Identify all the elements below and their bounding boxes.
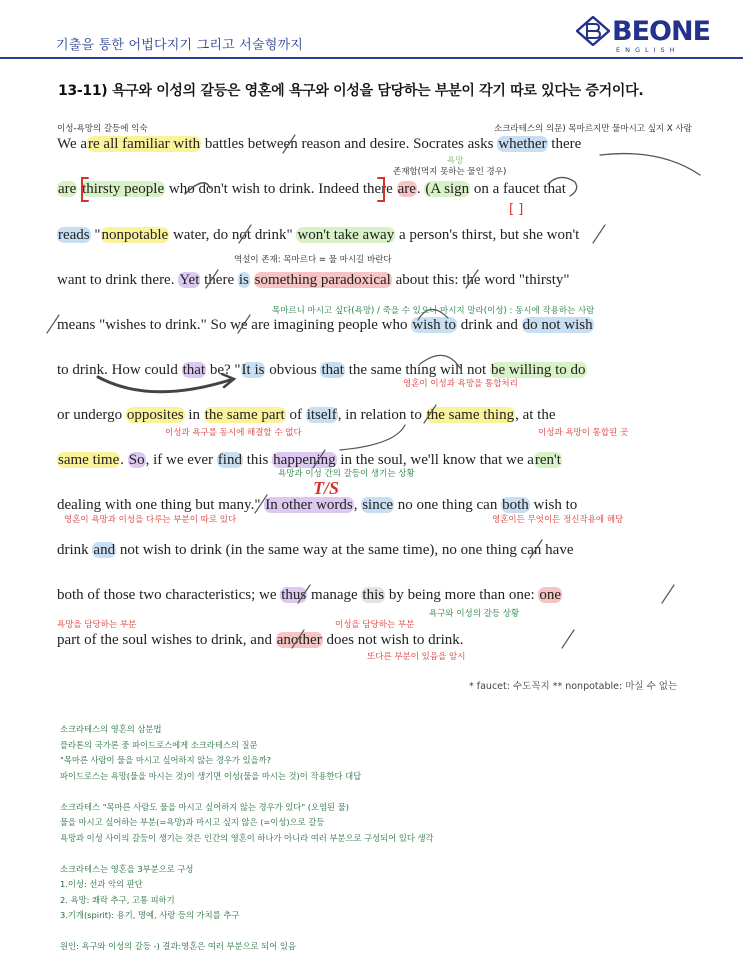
passage-line-1: We are all familiar with battles between reason and desire. Socrates asks whether there: [57, 136, 582, 152]
note-line: 1.이성: 선과 악의 판단: [60, 879, 143, 889]
highlight: So: [128, 452, 145, 468]
annotation: 소크라테스의 의문) 목마르지만 물마시고 싶지 X 사람: [494, 124, 692, 134]
annotation: 목마르니 마시고 싶다(욕망) / 죽을 수 있으니 마시지 말라(이성) : 동시에 작용하는 사람: [272, 306, 595, 316]
passage-line-4: want to drink there. Yet there is something paradoxical about this: the word "thirsty": [57, 272, 570, 288]
highlight: same time: [58, 452, 120, 468]
footnote: * faucet: 수도꼭지 ** nonpotable: 마실 수 없는: [469, 681, 678, 692]
note-line: 소크라테스의 영혼의 삼분법: [60, 724, 162, 734]
highlight: are: [397, 181, 416, 197]
highlight: whether: [498, 136, 547, 152]
passage-line-11: both of those two characteristics; we thus manage this by being more than one: one: [57, 587, 562, 603]
annotation: 이성-욕망의 갈등에 익숙: [57, 124, 148, 134]
annotation: T/S: [313, 478, 340, 498]
brand-name: BEONE: [612, 16, 711, 47]
note-line: "목마른 사람이 물을 마시고 싶어하지 않는 경우가 있을까?: [60, 755, 272, 765]
passage-line-3: reads "nonpotable water, do not drink" won't take away a person's thirst, but she won't: [58, 227, 580, 243]
highlight: is: [238, 272, 249, 288]
annotation: 욕망을 담당하는 부분: [57, 620, 137, 630]
highlight: opposites: [126, 407, 184, 423]
passage-line-8: same time. So, if we ever find this happening in the soul, we'll know that we aren't: [58, 452, 561, 468]
passage-line-5: means "wishes to drink." So we are imagining people who wish to drink and do not wish: [57, 317, 593, 333]
highlight: are: [58, 181, 77, 197]
summary-notes: [60, 722, 434, 955]
note-line: 욕망과 이성 사이의 갈등이 생기는 것은 인간의 영혼이 하나가 아니라 여러 부분으로 구성되어 있다 생각: [60, 832, 434, 843]
highlight: ren't: [534, 452, 561, 468]
passage-line-12: part of the soul wishes to drink, and another does not wish to drink.: [57, 632, 464, 648]
highlight: reads: [58, 227, 90, 243]
note-line: [60, 784, 434, 800]
annotation: 욕망: [447, 156, 464, 166]
annotation: 영혼이든 무엇이든 정신작용에 해당: [492, 515, 624, 525]
section-title: 13-11) 욕구와 이성의 갈등은 영혼에 욕구와 이성을 담당하는 부분이 각기 따로 있다는 증거이다.: [58, 83, 644, 99]
annotation: 이성과 욕구를 동시에 해결할 수 없다: [165, 428, 302, 438]
passage-line-7: or undergo opposites in the same part of itself, in relation to the same thing, at the: [57, 407, 556, 423]
highlight: both: [502, 497, 529, 513]
highlight: one: [539, 587, 562, 603]
passage-line-10: drink and not wish to drink (in the same way at the same time), no one thing can have: [57, 542, 574, 558]
note-line: 물을 마시고 싶어하는 부분(=욕망)과 마시고 싶지 않은 (=이성)으로 갈등: [60, 817, 325, 827]
annotation: 욕망과 이성 간의 갈등이 생기는 상황: [278, 469, 415, 479]
highlight: It is: [241, 362, 265, 378]
highlight: won't take away: [297, 227, 395, 243]
annotation: 역설이 존재: 목마르다 = 물 마시길 바란다: [234, 255, 392, 265]
brand-subtitle: ENGLISH: [616, 46, 680, 54]
highlight: be willing to do: [490, 362, 586, 378]
highlight: since: [362, 497, 394, 513]
passage-line-2: are thirsty people who don't wish to drink. Indeed there are. (A sign on a faucet that: [58, 181, 566, 197]
highlight: nonpotable: [101, 227, 169, 243]
annotation: 욕구와 이성의 갈등 상황: [429, 609, 520, 619]
note-line: 파이드로스는 욕망(물을 마시는 것)이 생기면 이성(물을 마시는 것)이 작용한다 대답: [60, 770, 362, 781]
highlight: In other words: [265, 497, 353, 513]
note-line: 플라톤의 국가론 중 파이드로스에게 소크라테스의 질문: [60, 739, 258, 750]
passage-line-6: to drink. How could that be? "It is obvious that the same thing will not be willing to do: [57, 362, 586, 378]
highlight: another: [276, 632, 322, 648]
highlight: the same part: [204, 407, 285, 423]
note-line: 2. 욕망: 쾌락 추구, 고통 피하기: [60, 894, 175, 905]
highlight: that: [182, 362, 206, 378]
highlight: (A sign: [425, 181, 470, 197]
note-line: 소크라테스는 영혼을 3부분으로 구성: [60, 863, 194, 874]
highlight: do not wish: [522, 317, 593, 333]
passage-line-9: dealing with one thing but many." In other words, since no one thing can both wish to: [57, 497, 578, 513]
note-line: 원인: 욕구와 이성의 갈등 -) 결과:영혼은 여러 부분으로 되어 있음: [60, 941, 296, 951]
highlight: wish to: [412, 317, 457, 333]
highlight: re all familiar with: [88, 136, 201, 152]
note-line: 소크라테스 "목마른 사람도 물을 마시고 싶어하지 않는 경우가 있다" (오염된 물): [60, 801, 349, 812]
highlight: Yet: [179, 272, 200, 288]
annotation: 또다른 부분이 있음을 암시: [367, 652, 466, 662]
highlight: thirsty people: [82, 181, 165, 197]
annotation: 이성을 담당하는 부분: [335, 620, 415, 630]
annotation: 존재함(먹지 못하는 물인 경우): [393, 167, 507, 177]
highlight: that: [321, 362, 344, 378]
highlight: and: [93, 542, 116, 558]
note-line: [60, 846, 434, 862]
highlight: this: [362, 587, 385, 603]
highlight: thus: [281, 587, 307, 603]
highlight: happening: [273, 452, 336, 468]
highlight: something paradoxical: [254, 272, 391, 288]
header-title: 기출을 통한 어법다지기 그리고 서술형까지: [56, 38, 303, 53]
annotation: 영혼이 욕망과 이성을 다루는 부분이 따로 있다: [64, 515, 237, 525]
highlight: itself: [306, 407, 337, 423]
highlight: the same thing: [426, 407, 515, 423]
note-line: [60, 924, 434, 940]
annotation: 이성과 욕망이 통합된 곳: [538, 428, 629, 438]
highlight: find: [217, 452, 242, 468]
annotation: [ ]: [509, 202, 524, 217]
note-line: 3.기개(spirit): 용기, 명예, 사랑 등의 가치를 추구: [60, 910, 240, 920]
annotation: 영혼이 이성과 욕망을 통합처리: [403, 379, 518, 389]
